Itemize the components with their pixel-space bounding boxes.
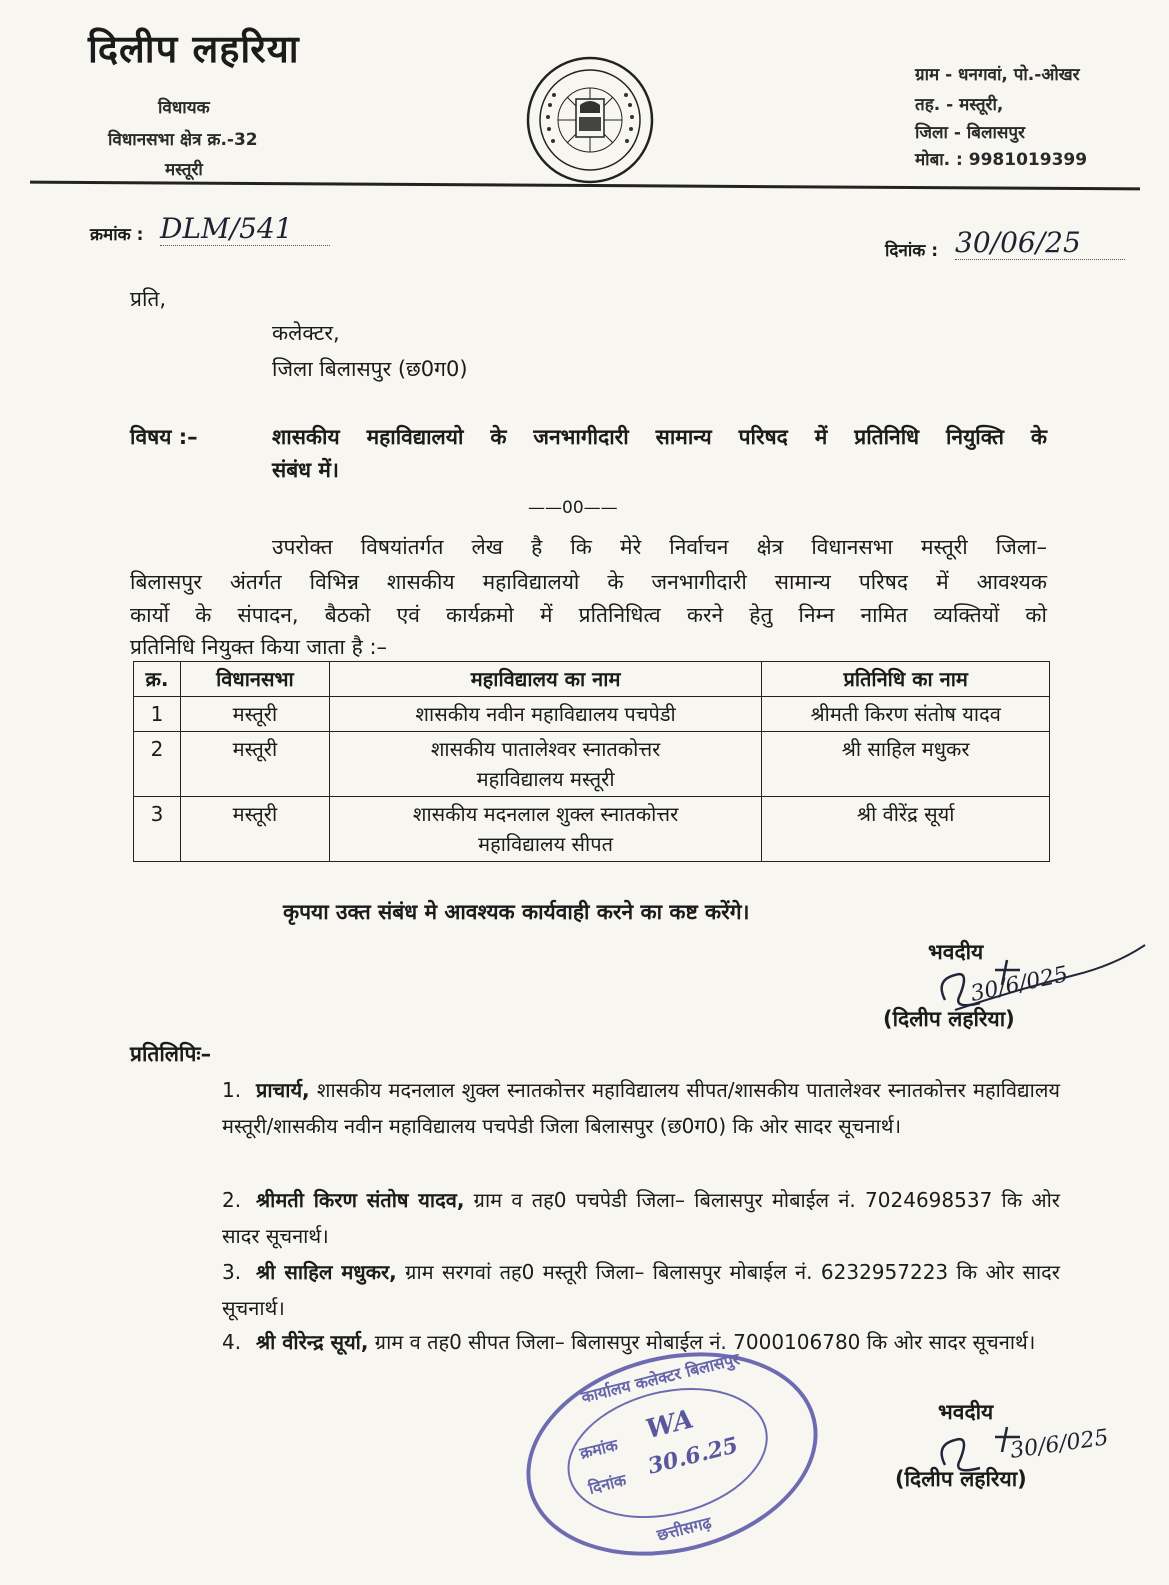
stamp-kramank-label: क्रमांक [577, 1435, 620, 1463]
closing-bhavdiya: भवदीय [928, 940, 984, 964]
body-line-3: कार्यो के संपादन, बैठको एवं कार्यक्रमो में प्रतिनिधित्व करने हेतु निम्न नामित व्यक्तियों को [130, 603, 1047, 627]
header-representative: प्रतिनिधि का नाम [762, 662, 1050, 697]
address-line-2: तह. - मस्तूरी, [915, 95, 1004, 115]
copy-item [222, 1072, 1060, 1144]
addressee-line-1: कलेक्टर, [272, 321, 340, 345]
mla-designation: विधायक [158, 98, 210, 118]
table-header-row [134, 662, 1050, 697]
signatory-name: (दिलीप लहरिया) [883, 1007, 1015, 1031]
subject-line-1: शासकीय महाविद्यालयो के जनभागीदारी सामान्य परिषद में प्रतिनिधि नियुक्ति के [272, 425, 1047, 449]
copy-recipient: प्राचार्य, [256, 1078, 310, 1102]
copy-recipient: श्री साहिल मधुकर, [256, 1260, 397, 1284]
copy-item [222, 1324, 1060, 1360]
receipt-stamp [505, 1323, 840, 1585]
copy-recipient: श्री वीरेन्द्र सूर्या, [256, 1330, 369, 1354]
table-row [134, 797, 1050, 862]
prati: प्रति, [130, 287, 167, 311]
request-line: कृपया उक्त संबंध मे आवश्यक कार्यवाही करने का कष्ट करेंगे। [283, 900, 750, 924]
college-name-line: शासकीय नवीन महाविद्यालय पचपेडी [415, 702, 676, 726]
address-line-1: ग्राम - धनगवां, पो.-ओखर [915, 65, 1080, 85]
header-vidhansabha: विधानसभा [180, 662, 329, 697]
stamp-top-text: कार्यालय कलेक्टर बिलासपुर [579, 1349, 742, 1407]
row-college [329, 732, 761, 797]
header-college: महाविद्यालय का नाम [329, 662, 761, 697]
mobile-number: मोबा. : 9981019399 [915, 150, 1088, 170]
subject-line-2: संबंध में। [272, 458, 339, 482]
stamp-dinank-value: 30.6.25 [645, 1432, 741, 1480]
copy-number: 4. [222, 1330, 242, 1354]
body-line-2: बिलासपुर अंतर्गत विभिन्न शासकीय महाविद्यालयो के जनभागीदारी सामान्य परिषद में आवश्यक [130, 570, 1047, 594]
header-serial: क्र. [134, 662, 181, 697]
body-line-1: उपरोक्त विषयांतर्गत लेख है कि मेरे निर्वाचन क्षेत्र विधानसभा मस्तूरी जिला– [272, 535, 1047, 559]
closing-bhavdiya-2: भवदीय [938, 1400, 994, 1424]
stamp-kramank-value: WA [642, 1404, 697, 1446]
row-college [329, 797, 761, 862]
representatives-table [133, 661, 1050, 862]
place: मस्तूरी [165, 160, 203, 180]
address-line-3: जिला - बिलासपुर [915, 123, 1025, 143]
row-college [329, 697, 761, 732]
dinank-label: दिनांक : [885, 241, 939, 261]
assembly-emblem-icon [524, 55, 656, 185]
college-name-line: महाविद्यालय मस्तूरी [476, 767, 615, 791]
copy-number: 2. [222, 1188, 242, 1212]
copy-item [222, 1182, 1060, 1254]
college-name-line: शासकीय पातालेश्वर स्नातकोत्तर [430, 737, 661, 761]
addressee-line-2: जिला बिलासपुर (छ0ग0) [272, 357, 468, 381]
college-name-line: शासकीय मदनलाल शुक्ल स्नातकोत्तर [412, 802, 679, 826]
copy-text: ग्राम व तह0 पचपेडी जिला– बिलासपुर मोबाईल नं. 7024698537 कि ओर सादर सूचनार्थ। [222, 1188, 1060, 1248]
row-serial: 2 [134, 732, 181, 797]
signature-date: 30/6/025 [968, 962, 1071, 1007]
table-row [134, 732, 1050, 797]
row-serial: 3 [134, 797, 181, 862]
kramank-label: क्रमांक : [90, 225, 144, 245]
subject-label: विषय :– [130, 425, 198, 449]
copy-text: शासकीय मदनलाल शुक्ल स्नातकोत्तर महाविद्यालय सीपत/शासकीय पातालेश्वर स्नातकोत्तर महाविद्यालय मस्तूरी/शासकीय नवीन महाविद्यालय पचपेडी जिला बिलासपुर (छ0ग0) कि ओर सादर सूचनार्थ। [222, 1078, 1060, 1138]
row-representative: श्री साहिल मधुकर [762, 732, 1050, 797]
college-name-line: महाविद्यालय सीपत [478, 832, 613, 856]
copy-text: ग्राम सरगवां तह0 मस्तूरी जिला– बिलासपुर मोबाईल नं. 6232957223 कि ओर सादर सूचनार्थ। [222, 1260, 1060, 1320]
copy-item [222, 1254, 1060, 1326]
stamp-dinank-label: दिनांक [586, 1470, 629, 1498]
copy-recipient: श्रीमती किरण संतोष यादव, [256, 1188, 465, 1212]
copy-number: 3. [222, 1260, 242, 1284]
row-vidhansabha: मस्तूरी [180, 797, 329, 862]
dinank-value: 30/06/25 [955, 226, 1125, 260]
copy-text: ग्राम व तह0 सीपत जिला– बिलासपुर मोबाईल नं. 7000106780 कि ओर सादर सूचनार्थ। [368, 1330, 1036, 1354]
signature-date-2: 30/6/025 [1008, 1425, 1111, 1464]
row-vidhansabha: मस्तूरी [180, 732, 329, 797]
kramank-value: DLM/541 [160, 212, 330, 246]
stamp-bottom-text: छत्तीसगढ़ [654, 1512, 714, 1545]
body-line-4: प्रतिनिधि नियुक्त किया जाता है :– [130, 635, 388, 659]
signatory-name-2: (दिलीप लहरिया) [895, 1467, 1027, 1491]
row-serial: 1 [134, 697, 181, 732]
subject-separator: ——00—— [528, 498, 618, 518]
table-row [134, 697, 1050, 732]
row-representative: श्रीमती किरण संतोष यादव [762, 697, 1050, 732]
row-representative: श्री वीरेंद्र सूर्या [762, 797, 1050, 862]
constituency: विधानसभा क्षेत्र क्र.-32 [108, 130, 258, 150]
mla-name: दिलीप लहरिया [88, 27, 300, 71]
copy-number: 1. [222, 1078, 242, 1102]
copies-label: प्रतिलिपिः– [130, 1042, 212, 1066]
row-vidhansabha: मस्तूरी [180, 697, 329, 732]
